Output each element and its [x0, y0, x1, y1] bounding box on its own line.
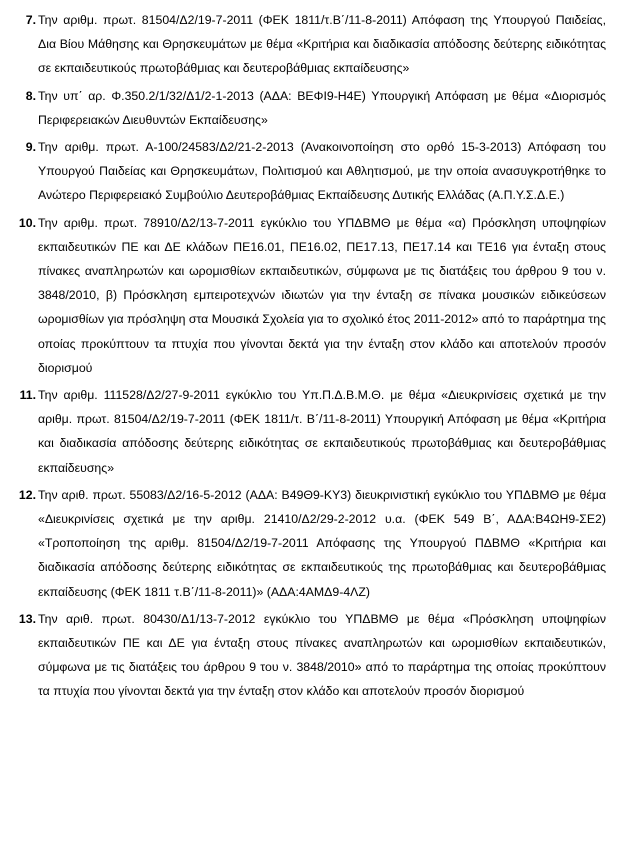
list-item [0, 483, 619, 604]
list-item [0, 607, 619, 704]
item-number: 9. [25, 140, 36, 155]
list-item [0, 383, 619, 480]
item-number: 12. [18, 487, 36, 502]
item-number: 8. [25, 88, 36, 103]
item-text: Την αριθμ. πρωτ. 78910/Δ2/13-7-2011 εγκύκλιο του ΥΠΔΒΜΘ με θέμα «α) Πρόσκληση υποψηφίων εκπαιδευτικών ΠΕ και ΔΕ κλάδων ΠΕ16.01, ΠΕ16.02, ΠΕ17.13, ΠΕ17.14 και ΤΕ16 για ένταξη στους πίνακες αναπληρωτών και ωρομισθίων εκπαιδευτικών, σύμφωνα με τις διατάξεις του άρθρου 9 του ν. 3848/2010, β) Πρόσκληση εμπειροτεχνών ιδιωτών για την ένταξη σε πίνακα μουσικών ειδικεύσεων ωρομισθίων για πρόσληψη στα Μουσικά Σχολεία για το σχολικό έτος 2011-2012» από το παράρτημα της οποίας προκύπτουν τα πτυχία που γίνονται δεκτά για την ένταξη στον κλάδο και αποτελούν προσόν διορισμού [38, 215, 606, 375]
item-text: Την υπ΄ αρ. Φ.350.2/1/32/Δ1/2-1-2013 (ΑΔΑ: ΒΕΦΙ9-Η4Ε) Υπουργική Απόφαση με θέμα «Διορισμός Περιφερειακών Διευθυντών Εκπαίδευσης» [38, 88, 606, 127]
item-text: Την αριθμ. 111528/Δ2/27-9-2011 εγκύκλιο του Υπ.Π.Δ.Β.Μ.Θ. με θέμα «Διευκρινίσεις σχετικά με την αριθμ. πρωτ. 81504/Δ2/19-7-2011 (ΦΕΚ 1811/τ. Β΄/11-8-2011) Υπουργική Απόφαση με θέμα «Κριτήρια και διαδικασία απόδοσης δεύτερης ειδικότητας σε εκπαιδευτικούς πρωτοβάθμιας και δευτεροβάθμιας εκπαίδευσης» [38, 388, 606, 475]
item-text: Την αριθ. πρωτ. 80430/Δ1/13-7-2012 εγκύκλιο του ΥΠΔΒΜΘ με θέμα «Πρόσκληση υποψηφίων εκπαιδευτικών ΠΕ και ΔΕ για ένταξη στους πίνακες αναπληρωτών και ωρομισθίων εκπαιδευτικών, σύμφωνα με τις διατάξεις του άρθρου 9 του ν. 3848/2010» από το παράρτημα της οποίας προκύπτουν τα πτυχία που γίνονται δεκτά για την ένταξη στον κλάδο και αποτελούν προσόν διορισμού [38, 611, 606, 699]
list-item [0, 84, 619, 132]
item-text: Την αριθ. πρωτ. 55083/Δ2/16-5-2012 (ΑΔΑ: Β49Θ9-ΚΥ3) διευκρινιστική εγκύκλιο του ΥΠΔΒΜΘ με θέμα «Διευκρινίσεις σχετικά με την αριθμ. 21410/Δ2/29-2-2012 υ.α. (ΦΕΚ 549 Β΄, ΑΔΑ:Β4ΩΗ9-ΣΕ2) «Τροποποίηση της αριθμ. 81504/Δ2/19-7-2011 Απόφασης της Υπουργού ΠΔΒΜΘ «Κριτήρια και διαδικασία απόδοσης δεύτερης ειδικότητας σε εκπαιδευτικούς της πρωτοβάθμιας και δευτεροβάθμιας εκπαίδευσης (ΦΕΚ 1811 τ.Β΄/11-8-2011)» (ΑΔΑ:4ΑΜΔ9-4ΛΖ) [38, 487, 606, 599]
list-item [0, 211, 619, 380]
list-item [0, 8, 619, 81]
list-item [0, 135, 619, 208]
item-number: 11. [19, 388, 36, 403]
document-body [0, 8, 619, 707]
item-text: Την αριθμ. πρωτ. 81504/Δ2/19-7-2011 (ΦΕΚ 1811/τ.Β΄/11-8-2011) Απόφαση της Υπουργού Παιδείας, Δια Βίου Μάθησης και Θρησκευμάτων με θέμα «Κριτήρια και διαδικασία απόδοσης δεύτερης ειδικότητας σε εκπαιδευτικούς πρωτοβάθμιας και δευτεροβάθμιας εκπαίδευσης» [38, 13, 606, 76]
item-number: 13. [18, 611, 36, 626]
item-text: Την αριθμ. πρωτ. Α-100/24583/Δ2/21-2-2013 (Ανακοινοποίηση στο ορθό 15-3-2013) Απόφαση του Υπουργού Παιδείας και Θρησκευμάτων, Πολιτισμού και Αθλητισμού, με την οποία ανασυγκροτήθηκε το Ανώτερο Περιφερειακό Συμβούλιο Δευτεροβάθμιας Εκπαίδευσης Δυτικής Ελλάδας (Α.Π.Υ.Σ.Δ.Ε.) [38, 140, 606, 203]
item-number: 7. [25, 13, 36, 27]
item-number: 10. [18, 215, 36, 230]
